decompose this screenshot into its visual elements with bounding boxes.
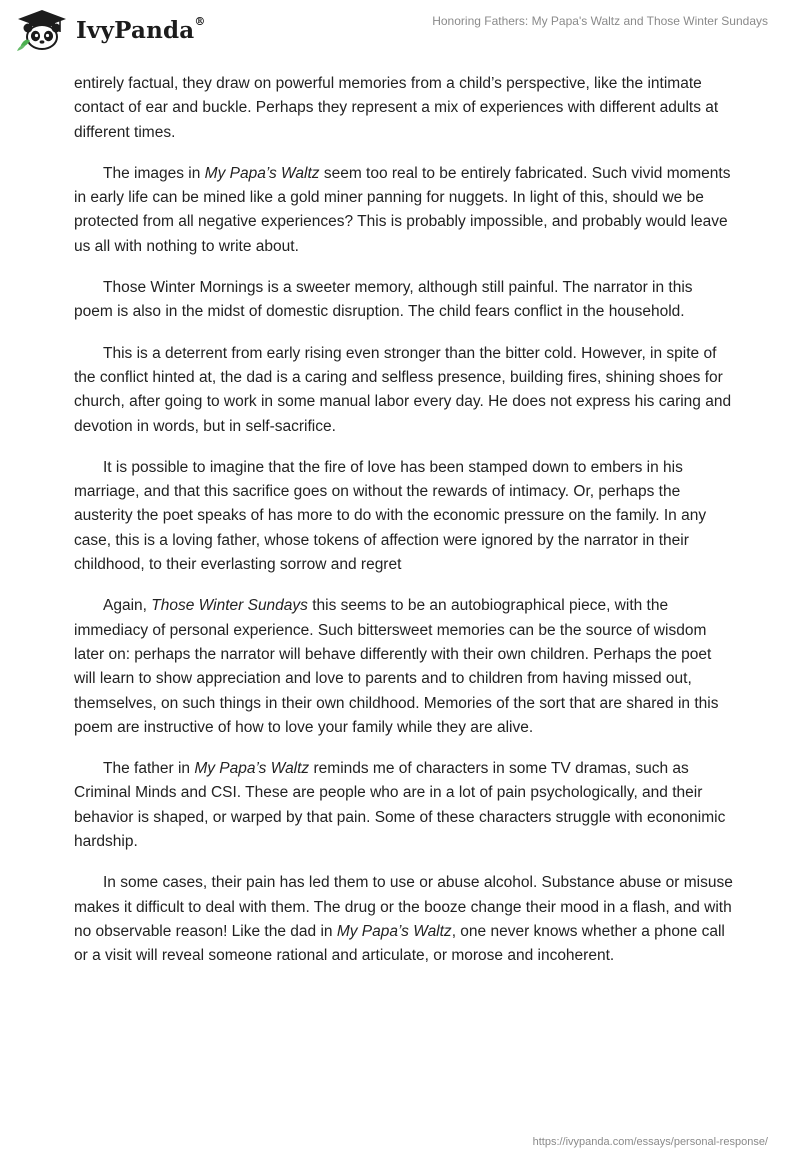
text-run: Again, [103, 597, 152, 615]
poem-title: My Papa’s Waltz [336, 922, 452, 940]
paragraph [74, 871, 734, 968]
poem-title: My Papa’s Waltz [204, 164, 320, 182]
text-run: this seems to be an autobiographical piece, with the immediacy of personal experience. Such bittersweet memories can be the source of wisdom later on: perhaps the narrator will behave differently with their own children. Perhaps the poet will learn to show appreciation and love to parents and to children from having missed out, themselves, on such things in their own childhood. Memories of the sort that are shared in this poem are instructive of how to love your family while they are alive. [74, 597, 719, 736]
poem-title: My Papa’s Waltz [194, 760, 310, 778]
paragraph [74, 757, 734, 854]
panda-graduation-cap-icon [14, 8, 70, 52]
paragraph [74, 456, 734, 577]
paragraph [74, 162, 734, 259]
paragraph [74, 72, 734, 145]
paragraph [74, 276, 734, 325]
poem-title: Those Winter Sundays [151, 597, 308, 615]
text-run: reminds me of characters in some TV dramas, such as Criminal Minds and CSI. These are people who are in a lot of pain psychologically, and their behavior is shaped, or warped by that pain. Some of these characters struggle with econonimic hardship. [74, 760, 726, 851]
text-run: The images in [103, 164, 205, 182]
text-run: This is a deterrent from early rising even stronger than the bitter cold. However, in spite of the conflict hinted at, the dad is a caring and selfless presence, building fires, shining shoes for church, after going to work in some manual labor every day. He does not express his caring and devotion in words, but in self-sacrifice. [74, 344, 732, 435]
source-url[interactable]: https://ivypanda.com/essays/personal-response/ [532, 1136, 768, 1148]
page-header [0, 0, 800, 70]
text-run: , one never knows whether a phone call or a visit will reveal someone rational and articulate, or morose and incoherent. [74, 922, 725, 965]
text-run: The father in [103, 760, 195, 778]
text-run: entirely factual, they draw on powerful memories from a child’s perspective, like the intimate contact of ear and buckle. Perhaps they represent a mix of experiences with different adults at different times. [74, 75, 719, 141]
text-run: Those Winter Mornings is a sweeter memory, although still painful. The narrator in this poem is also in the midst of domestic disruption. The child fears conflict in the household. [74, 279, 693, 321]
essay-body [74, 72, 734, 986]
text-run: In some cases, their pain has led them to use or abuse alcohol. Substance abuse or misuse makes it difficult to deal with them. The drug or the booze change their mood in a flash, and with no observable reason! Like the dad in [74, 874, 733, 940]
text-run: seem too real to be entirely fabricated. Such vivid moments in early life can be mined like a gold miner panning for nuggets. In light of this, should we be protected from all negative experiences? This is probably impossible, and probably would leave us all with nothing to write about. [74, 164, 731, 255]
brand-name: IvyPanda® [76, 14, 206, 44]
paragraph [74, 342, 734, 439]
paragraph [74, 594, 734, 740]
text-run: It is possible to imagine that the fire of love has been stamped down to embers in his marriage, and that this sacrifice goes on without the rewards of intimacy. Or, perhaps the austerity the poet speaks of has more to do with the economic pressure on the family. In any case, this is a loving father, whose tokens of affection were ignored by the narrator in their childhood, to their everlasting sorrow and regret [74, 458, 707, 574]
ivypanda-logo[interactable] [14, 8, 206, 52]
document-title: Honoring Fathers: My Papa's Waltz and Those Winter Sundays [432, 14, 768, 28]
